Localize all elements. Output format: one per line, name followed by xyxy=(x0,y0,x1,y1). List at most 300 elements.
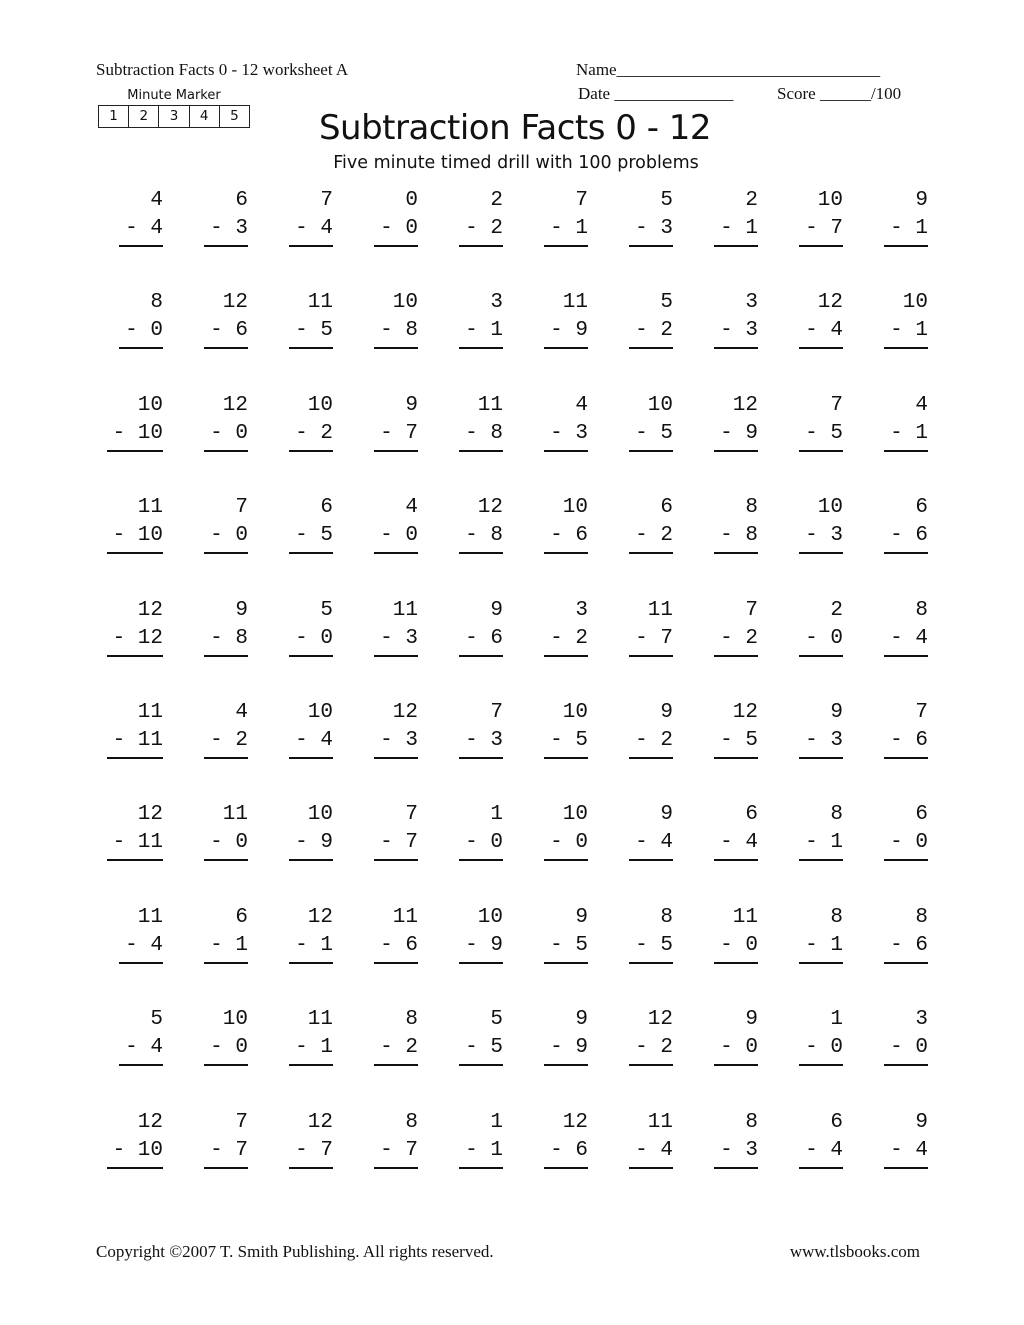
subtrahend-value: 4 xyxy=(745,831,758,855)
subtrahend-value: 4 xyxy=(320,217,333,240)
minus-sign: - xyxy=(295,319,321,343)
minuend: 2 xyxy=(745,189,758,212)
answer-line xyxy=(799,1167,843,1169)
minuend: 12 xyxy=(562,1110,588,1134)
answer-line xyxy=(289,655,333,657)
minus-sign: - xyxy=(890,1036,916,1060)
minuend: 9 xyxy=(575,1008,588,1032)
answer-line xyxy=(544,757,588,759)
minus-sign: - xyxy=(635,626,661,650)
minuend: 9 xyxy=(235,598,248,622)
problem xyxy=(828,392,928,448)
minuend: 8 xyxy=(830,803,843,827)
subtrahend-value: 2 xyxy=(575,626,588,650)
minus-sign: - xyxy=(465,729,491,752)
minus-sign: - xyxy=(550,319,576,343)
subtrahend xyxy=(828,1034,928,1062)
answer-line xyxy=(204,1167,248,1169)
subtrahend-value: 3 xyxy=(575,421,588,445)
answer-line xyxy=(884,245,928,247)
name-field: Name_______________________________ xyxy=(576,60,881,79)
subtrahend-value: 8 xyxy=(490,421,503,445)
subtrahend-value: 3 xyxy=(745,319,758,343)
answer-line xyxy=(374,450,418,452)
subtrahend-value: 5 xyxy=(660,933,673,957)
subtrahend-value: 3 xyxy=(830,729,843,752)
answer-line xyxy=(374,655,418,657)
subtrahend-value: 5 xyxy=(830,421,843,445)
minus-sign: - xyxy=(890,1138,916,1162)
minuend: 9 xyxy=(830,701,843,724)
answer-line xyxy=(629,552,673,554)
subtrahend-value: 2 xyxy=(660,729,673,752)
answer-line xyxy=(107,859,163,861)
minuend: 11 xyxy=(137,905,163,929)
answer-line xyxy=(374,757,418,759)
minuend: 11 xyxy=(732,905,758,929)
answer-line xyxy=(204,245,248,247)
answer-line xyxy=(884,347,928,349)
minuend: 7 xyxy=(915,701,928,724)
minus-sign: - xyxy=(465,1036,491,1060)
minuend: 12 xyxy=(307,905,333,929)
answer-line xyxy=(544,552,588,554)
minuend: 6 xyxy=(235,905,248,929)
minuend: 12 xyxy=(137,598,163,622)
minus-sign: - xyxy=(890,831,916,855)
minuend: 10 xyxy=(137,393,163,417)
minus-sign: - xyxy=(635,933,661,957)
answer-line xyxy=(629,962,673,964)
answer-line xyxy=(544,962,588,964)
minus-sign: - xyxy=(635,421,661,445)
minuend: 9 xyxy=(915,189,928,212)
minus-sign: - xyxy=(465,319,491,343)
answer-line xyxy=(107,552,163,554)
minus-sign: - xyxy=(550,729,576,752)
answer-line xyxy=(799,962,843,964)
minuend: 2 xyxy=(490,189,503,212)
minus-sign: - xyxy=(550,1138,576,1162)
subtrahend xyxy=(828,420,928,448)
minus-sign: - xyxy=(805,217,831,240)
subtrahend-value: 2 xyxy=(320,421,333,445)
subtrahend-value: 0 xyxy=(235,524,248,548)
answer-line xyxy=(714,245,758,247)
answer-line xyxy=(629,450,673,452)
subtrahend-value: 0 xyxy=(915,1036,928,1060)
answer-line xyxy=(544,347,588,349)
answer-line xyxy=(714,347,758,349)
minus-sign: - xyxy=(465,421,491,445)
minus-sign: - xyxy=(125,1036,151,1060)
subtrahend-value: 0 xyxy=(745,933,758,957)
subtrahend-value: 9 xyxy=(575,319,588,343)
minus-sign: - xyxy=(720,933,746,957)
answer-line xyxy=(629,757,673,759)
minuend: 7 xyxy=(235,496,248,520)
subtrahend-value: 2 xyxy=(235,729,248,752)
minus-sign: - xyxy=(805,1138,831,1162)
subtrahend-value: 11 xyxy=(137,729,163,752)
subtrahend-value: 5 xyxy=(660,421,673,445)
minus-sign: - xyxy=(635,524,661,548)
subtrahend-value: 1 xyxy=(915,319,928,343)
minus-sign: - xyxy=(890,524,916,548)
minus-sign: - xyxy=(720,421,746,445)
answer-line xyxy=(544,655,588,657)
answer-line xyxy=(714,859,758,861)
minuend: 9 xyxy=(745,1008,758,1032)
subtrahend-value: 0 xyxy=(830,626,843,650)
answer-line xyxy=(629,245,673,247)
subtrahend-value: 8 xyxy=(235,626,248,650)
minuend: 9 xyxy=(660,701,673,724)
answer-line xyxy=(459,450,503,452)
minuend: 11 xyxy=(307,291,333,315)
minus-sign: - xyxy=(635,319,661,343)
subtrahend-value: 5 xyxy=(490,1036,503,1060)
worksheet-name: Subtraction Facts 0 - 12 worksheet A xyxy=(96,60,349,79)
subtrahend-value: 9 xyxy=(745,421,758,445)
minuend: 7 xyxy=(745,598,758,622)
answer-line xyxy=(459,1167,503,1169)
minuend: 6 xyxy=(915,496,928,520)
subtrahend-value: 2 xyxy=(660,1036,673,1060)
answer-line xyxy=(714,552,758,554)
minuend: 5 xyxy=(150,1008,163,1032)
answer-line xyxy=(884,859,928,861)
answer-line xyxy=(289,1167,333,1169)
minus-sign: - xyxy=(550,217,576,240)
problem xyxy=(828,1006,928,1062)
answer-line xyxy=(629,347,673,349)
answer-line xyxy=(629,655,673,657)
subtrahend xyxy=(828,522,928,550)
subtrahend-value: 6 xyxy=(915,729,928,752)
minuend: 10 xyxy=(902,291,928,315)
minus-sign: - xyxy=(210,1036,236,1060)
minuend: 8 xyxy=(745,496,758,520)
minus-sign: - xyxy=(465,524,491,548)
subtrahend-value: 1 xyxy=(320,1036,333,1060)
minus-sign: - xyxy=(380,1138,406,1162)
minuend: 4 xyxy=(150,189,163,212)
minuend: 0 xyxy=(405,189,418,212)
subtrahend-value: 9 xyxy=(575,1036,588,1060)
minus-sign: - xyxy=(890,319,916,343)
minuend: 10 xyxy=(477,905,503,929)
minus-sign: - xyxy=(465,933,491,957)
subtrahend-value: 8 xyxy=(745,524,758,548)
subtrahend-value: 3 xyxy=(660,217,673,240)
answer-line xyxy=(884,552,928,554)
minuend: 12 xyxy=(817,291,843,315)
minuend: 4 xyxy=(235,701,248,724)
subtrahend-value: 10 xyxy=(137,1138,163,1162)
subtrahend xyxy=(828,215,928,243)
subtrahend-value: 0 xyxy=(405,524,418,548)
minuend: 8 xyxy=(660,905,673,929)
answer-line xyxy=(629,1064,673,1066)
subtrahend-value: 3 xyxy=(745,1138,758,1162)
subtrahend-value: 7 xyxy=(320,1138,333,1162)
minus-sign: - xyxy=(380,217,406,240)
minus-sign: - xyxy=(125,319,151,343)
subtrahend xyxy=(828,625,928,653)
minus-sign: - xyxy=(125,217,151,240)
minus-sign: - xyxy=(210,217,236,240)
minute-box-3: 3 xyxy=(158,106,188,127)
minus-sign: - xyxy=(112,729,138,752)
minuend: 4 xyxy=(405,496,418,520)
minus-sign: - xyxy=(210,729,236,752)
minus-sign: - xyxy=(720,729,746,752)
subtrahend-value: 1 xyxy=(320,933,333,957)
subtrahend-value: 1 xyxy=(830,831,843,855)
minuend: 9 xyxy=(405,393,418,417)
problem xyxy=(828,699,928,755)
subtrahend-value: 0 xyxy=(320,626,333,650)
answer-line xyxy=(204,450,248,452)
minuend: 7 xyxy=(575,189,588,212)
subtrahend-value: 4 xyxy=(150,933,163,957)
minus-sign: - xyxy=(112,831,138,855)
answer-line xyxy=(289,245,333,247)
minuend: 12 xyxy=(477,496,503,520)
minus-sign: - xyxy=(890,729,916,752)
minuend: 5 xyxy=(490,1008,503,1032)
minus-sign: - xyxy=(295,524,321,548)
answer-line xyxy=(204,347,248,349)
page-subtitle: Five minute timed drill with 100 problems xyxy=(333,153,699,173)
minus-sign: - xyxy=(295,1138,321,1162)
minuend: 10 xyxy=(307,393,333,417)
subtrahend-value: 9 xyxy=(320,831,333,855)
answer-line xyxy=(714,450,758,452)
minuend: 6 xyxy=(830,1110,843,1134)
subtrahend-value: 6 xyxy=(575,524,588,548)
subtrahend-value: 7 xyxy=(660,626,673,650)
subtrahend-value: 1 xyxy=(915,217,928,240)
subtrahend-value: 6 xyxy=(405,933,418,957)
minuend: 10 xyxy=(307,701,333,724)
subtrahend-value: 3 xyxy=(490,729,503,752)
minuend: 8 xyxy=(405,1008,418,1032)
subtrahend-value: 4 xyxy=(660,1138,673,1162)
minus-sign: - xyxy=(465,626,491,650)
answer-line xyxy=(714,757,758,759)
subtrahend-value: 6 xyxy=(490,626,503,650)
subtrahend-value: 11 xyxy=(137,831,163,855)
minuend: 8 xyxy=(915,905,928,929)
subtrahend-value: 4 xyxy=(915,1138,928,1162)
minus-sign: - xyxy=(380,421,406,445)
answer-line xyxy=(714,1064,758,1066)
minuend: 9 xyxy=(915,1110,928,1134)
subtrahend-value: 1 xyxy=(490,319,503,343)
minus-sign: - xyxy=(112,524,138,548)
minus-sign: - xyxy=(635,1138,661,1162)
minus-sign: - xyxy=(550,626,576,650)
minus-sign: - xyxy=(720,524,746,548)
minus-sign: - xyxy=(295,933,321,957)
minute-box-2: 2 xyxy=(128,106,158,127)
subtrahend-value: 0 xyxy=(490,831,503,855)
subtrahend-value: 4 xyxy=(830,1138,843,1162)
answer-line xyxy=(374,1064,418,1066)
subtrahend-value: 6 xyxy=(575,1138,588,1162)
subtrahend xyxy=(828,317,928,345)
minuend: 3 xyxy=(745,291,758,315)
copyright-notice: Copyright ©2007 T. Smith Publishing. All rights reserved. xyxy=(96,1242,494,1261)
minuend: 11 xyxy=(307,1008,333,1032)
minus-sign: - xyxy=(720,626,746,650)
minus-sign: - xyxy=(720,319,746,343)
subtrahend-value: 5 xyxy=(575,933,588,957)
subtrahend xyxy=(828,932,928,960)
minus-sign: - xyxy=(635,1036,661,1060)
minute-box-5: 5 xyxy=(219,106,249,127)
minuend: 6 xyxy=(235,189,248,212)
minus-sign: - xyxy=(720,1138,746,1162)
subtrahend xyxy=(828,829,928,857)
minuend: 11 xyxy=(392,598,418,622)
minuend: 8 xyxy=(405,1110,418,1134)
subtrahend-value: 5 xyxy=(320,319,333,343)
answer-line xyxy=(289,1064,333,1066)
subtrahend-value: 0 xyxy=(745,1036,758,1060)
problem xyxy=(828,187,928,243)
answer-line xyxy=(374,859,418,861)
minuend: 5 xyxy=(660,189,673,212)
minuend: 11 xyxy=(137,496,163,520)
minus-sign: - xyxy=(890,421,916,445)
minuend: 12 xyxy=(137,803,163,827)
subtrahend-value: 1 xyxy=(575,217,588,240)
minus-sign: - xyxy=(125,933,151,957)
minus-sign: - xyxy=(112,421,138,445)
minuend: 12 xyxy=(392,701,418,724)
answer-line xyxy=(799,347,843,349)
subtrahend-value: 3 xyxy=(830,524,843,548)
answer-line xyxy=(544,245,588,247)
minus-sign: - xyxy=(295,831,321,855)
score-field: Score ______/100 xyxy=(777,84,902,103)
subtrahend-value: 12 xyxy=(137,626,163,650)
minus-sign: - xyxy=(550,831,576,855)
minuend: 3 xyxy=(575,598,588,622)
minuend: 10 xyxy=(817,189,843,212)
minuend: 9 xyxy=(660,803,673,827)
minus-sign: - xyxy=(210,524,236,548)
answer-line xyxy=(884,962,928,964)
minus-sign: - xyxy=(635,831,661,855)
answer-line xyxy=(799,450,843,452)
minus-sign: - xyxy=(890,217,916,240)
minus-sign: - xyxy=(805,319,831,343)
minuend: 12 xyxy=(732,393,758,417)
subtrahend-value: 5 xyxy=(745,729,758,752)
answer-line xyxy=(204,655,248,657)
minuend: 11 xyxy=(477,393,503,417)
subtrahend-value: 8 xyxy=(405,319,418,343)
minuend: 11 xyxy=(222,803,248,827)
answer-line xyxy=(119,245,163,247)
subtrahend-value: 5 xyxy=(575,729,588,752)
subtrahend-value: 0 xyxy=(150,319,163,343)
minus-sign: - xyxy=(550,421,576,445)
subtrahend-value: 10 xyxy=(137,421,163,445)
answer-line xyxy=(884,757,928,759)
answer-line xyxy=(374,245,418,247)
minuend: 6 xyxy=(745,803,758,827)
date-field: Date ______________ xyxy=(578,84,734,103)
subtrahend-value: 4 xyxy=(660,831,673,855)
minus-sign: - xyxy=(210,626,236,650)
minuend: 6 xyxy=(660,496,673,520)
answer-line xyxy=(204,859,248,861)
minus-sign: - xyxy=(465,217,491,240)
answer-line xyxy=(459,757,503,759)
answer-line xyxy=(714,655,758,657)
minuend: 10 xyxy=(562,496,588,520)
minuend: 10 xyxy=(222,1008,248,1032)
minuend: 9 xyxy=(575,905,588,929)
answer-line xyxy=(799,1064,843,1066)
subtrahend-value: 4 xyxy=(915,626,928,650)
minuend: 8 xyxy=(745,1110,758,1134)
subtrahend-value: 0 xyxy=(235,421,248,445)
minuend: 6 xyxy=(320,496,333,520)
subtrahend-value: 7 xyxy=(405,831,418,855)
subtrahend-value: 0 xyxy=(235,1036,248,1060)
minus-sign: - xyxy=(805,1036,831,1060)
minuend: 7 xyxy=(490,701,503,724)
minuend: 2 xyxy=(830,598,843,622)
subtrahend-value: 0 xyxy=(830,1036,843,1060)
answer-line xyxy=(374,347,418,349)
subtrahend xyxy=(828,1137,928,1165)
answer-line xyxy=(629,859,673,861)
problem xyxy=(828,904,928,960)
minus-sign: - xyxy=(210,421,236,445)
subtrahend-value: 7 xyxy=(405,1138,418,1162)
minus-sign: - xyxy=(295,217,321,240)
minuend: 12 xyxy=(647,1008,673,1032)
answer-line xyxy=(459,245,503,247)
answer-line xyxy=(374,962,418,964)
answer-line xyxy=(119,962,163,964)
subtrahend-value: 2 xyxy=(745,626,758,650)
page-title: Subtraction Facts 0 - 12 xyxy=(318,108,712,148)
minuend: 7 xyxy=(320,189,333,212)
minuend: 11 xyxy=(137,701,163,724)
subtrahend-value: 0 xyxy=(575,831,588,855)
minus-sign: - xyxy=(635,729,661,752)
minus-sign: - xyxy=(805,729,831,752)
answer-line xyxy=(459,962,503,964)
minuend: 10 xyxy=(562,701,588,724)
minus-sign: - xyxy=(805,524,831,548)
answer-line xyxy=(374,552,418,554)
subtrahend-value: 8 xyxy=(490,524,503,548)
minus-sign: - xyxy=(890,933,916,957)
answer-line xyxy=(107,1167,163,1169)
minute-box-4: 4 xyxy=(189,106,219,127)
answer-line xyxy=(289,347,333,349)
subtrahend-value: 9 xyxy=(490,933,503,957)
